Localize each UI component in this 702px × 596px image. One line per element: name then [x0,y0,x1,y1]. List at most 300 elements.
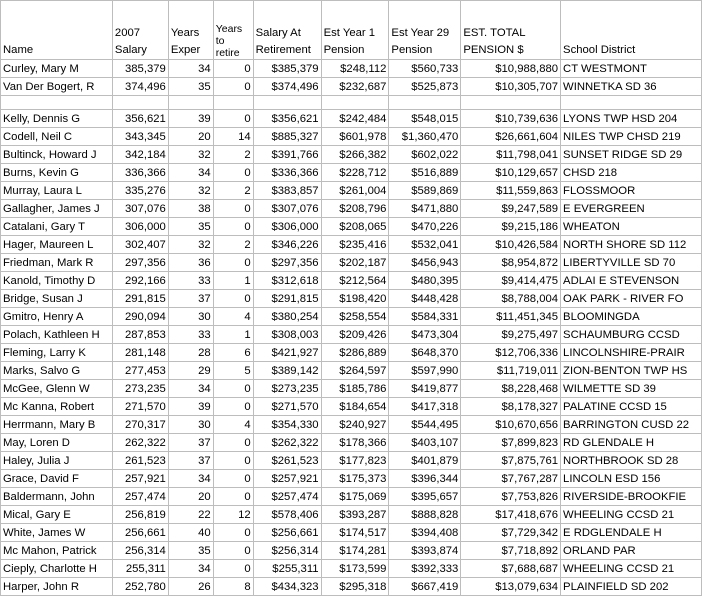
school-district-cell[interactable]: LYONS TWP HSD 204 [561,110,702,128]
est-total-pension-cell[interactable]: $11,798,041 [461,146,561,164]
est-year-29-pension-cell[interactable]: $516,889 [389,164,461,182]
school-district-cell[interactable]: RIVERSIDE-BROOKFIE [561,488,702,506]
years-to-retire-cell[interactable]: 0 [213,254,253,272]
est-year-29-pension-cell[interactable]: $395,657 [389,488,461,506]
table-row [1,416,702,434]
years-exper-cell[interactable]: 37 [168,290,213,308]
est-year-1-pension-cell[interactable]: $175,373 [321,470,389,488]
salary-at-retirement-cell[interactable]: $346,226 [253,236,321,254]
cell[interactable] [1,96,113,110]
years-exper-cell[interactable]: 20 [168,128,213,146]
name-cell[interactable]: May, Loren D [1,434,113,452]
salary-at-retirement-cell[interactable]: $257,921 [253,470,321,488]
salary-at-retirement-cell[interactable]: $261,523 [253,452,321,470]
salary-2007-cell[interactable]: 273,235 [112,380,168,398]
school-district-cell[interactable]: ZION-BENTON TWP HS [561,362,702,380]
salary-at-retirement-cell[interactable]: $262,322 [253,434,321,452]
school-district-cell[interactable]: ORLAND PAR [561,542,702,560]
school-district-cell[interactable]: LINCOLN ESD 156 [561,470,702,488]
school-district-cell[interactable]: RD GLENDALE H [561,434,702,452]
school-district-cell[interactable]: ADLAI E STEVENSON [561,272,702,290]
years-to-retire-cell[interactable]: 4 [213,416,253,434]
years-exper-cell[interactable]: 35 [168,78,213,96]
blank-row [1,96,702,110]
salary-2007-cell[interactable]: 342,184 [112,146,168,164]
est-year-1-pension-cell[interactable]: $175,069 [321,488,389,506]
name-cell[interactable]: Friedman, Mark R [1,254,113,272]
name-cell[interactable]: Baldermann, John [1,488,113,506]
est-total-pension-cell[interactable]: $10,988,880 [461,60,561,78]
header-school-district[interactable]: School District [561,1,702,60]
years-exper-cell[interactable]: 38 [168,200,213,218]
table-row [1,470,702,488]
table-row [1,200,702,218]
years-to-retire-cell[interactable]: 0 [213,434,253,452]
name-cell[interactable]: Marks, Salvo G [1,362,113,380]
salary-2007-cell[interactable]: 271,570 [112,398,168,416]
salary-at-retirement-cell[interactable]: $389,142 [253,362,321,380]
salary-2007-cell[interactable]: 256,661 [112,524,168,542]
est-year-29-pension-cell[interactable]: $394,408 [389,524,461,542]
salary-at-retirement-cell[interactable]: $297,356 [253,254,321,272]
salary-2007-cell[interactable]: 385,379 [112,60,168,78]
cell[interactable] [321,96,389,110]
cell[interactable] [112,96,168,110]
years-exper-cell[interactable]: 29 [168,362,213,380]
name-cell[interactable]: Kelly, Dennis G [1,110,113,128]
school-district-cell[interactable]: LINCOLNSHIRE-PRAIR [561,344,702,362]
years-to-retire-cell[interactable]: 0 [213,218,253,236]
years-to-retire-cell[interactable]: 12 [213,506,253,524]
school-district-cell[interactable]: WHEELING CCSD 21 [561,506,702,524]
est-total-pension-cell[interactable]: $9,275,497 [461,326,561,344]
years-to-retire-cell[interactable]: 0 [213,560,253,578]
salary-at-retirement-cell[interactable]: $273,235 [253,380,321,398]
salary-2007-cell[interactable]: 257,921 [112,470,168,488]
salary-2007-cell[interactable]: 292,166 [112,272,168,290]
school-district-cell[interactable]: NORTH SHORE SD 112 [561,236,702,254]
est-total-pension-cell[interactable]: $12,706,336 [461,344,561,362]
table-row [1,344,702,362]
header-years-exper[interactable]: Years Exper [168,1,213,60]
salary-2007-cell[interactable]: 336,366 [112,164,168,182]
est-total-pension-cell[interactable]: $11,451,345 [461,308,561,326]
school-district-cell[interactable]: OAK PARK - RIVER FO [561,290,702,308]
name-cell[interactable]: Cieply, Charlotte H [1,560,113,578]
salary-2007-cell[interactable]: 261,523 [112,452,168,470]
est-year-29-pension-cell[interactable]: $597,990 [389,362,461,380]
school-district-cell[interactable]: LIBERTYVILLE SD 70 [561,254,702,272]
years-to-retire-cell[interactable]: 0 [213,380,253,398]
est-total-pension-cell[interactable]: $13,079,634 [461,578,561,596]
salary-2007-cell[interactable]: 343,345 [112,128,168,146]
salary-2007-cell[interactable]: 255,311 [112,560,168,578]
cell[interactable] [213,96,253,110]
years-exper-cell[interactable]: 39 [168,110,213,128]
table-row [1,434,702,452]
salary-at-retirement-cell[interactable]: $578,406 [253,506,321,524]
est-year-29-pension-cell[interactable]: $1,360,470 [389,128,461,146]
table-row [1,164,702,182]
school-district-cell[interactable]: SCHAUMBURG CCSD [561,326,702,344]
school-district-cell[interactable]: WHEELING CCSD 21 [561,560,702,578]
est-year-29-pension-cell[interactable]: $473,304 [389,326,461,344]
table-row [1,398,702,416]
header-est-year-1-pension[interactable]: Est Year 1 Pension [321,1,389,60]
header-salary-at-retirement[interactable]: Salary At Retirement [253,1,321,60]
salary-2007-cell[interactable]: 356,621 [112,110,168,128]
name-cell[interactable]: Mc Mahon, Patrick [1,542,113,560]
years-to-retire-cell[interactable]: 2 [213,182,253,200]
school-district-cell[interactable]: BLOOMINGDA [561,308,702,326]
est-total-pension-cell[interactable]: $9,414,475 [461,272,561,290]
name-cell[interactable]: Haley, Julia J [1,452,113,470]
name-cell[interactable]: Kanold, Timothy D [1,272,113,290]
school-district-cell[interactable]: NILES TWP CHSD 219 [561,128,702,146]
years-exper-cell[interactable]: 26 [168,578,213,596]
header-name[interactable]: Name [1,1,113,60]
est-year-1-pension-cell[interactable]: $286,889 [321,344,389,362]
name-cell[interactable]: Van Der Bogert, R [1,78,113,96]
name-cell[interactable]: Murray, Laura L [1,182,113,200]
cell[interactable] [168,96,213,110]
table-row [1,560,702,578]
est-total-pension-cell[interactable]: $10,670,656 [461,416,561,434]
salary-at-retirement-cell[interactable]: $421,927 [253,344,321,362]
years-exper-cell[interactable]: 37 [168,452,213,470]
est-year-1-pension-cell[interactable]: $174,517 [321,524,389,542]
school-district-cell[interactable]: E RDGLENDALE H [561,524,702,542]
years-to-retire-cell[interactable]: 1 [213,272,253,290]
salary-at-retirement-cell[interactable]: $383,857 [253,182,321,200]
est-year-1-pension-cell[interactable]: $177,823 [321,452,389,470]
cell[interactable] [461,96,561,110]
school-district-cell[interactable]: CHSD 218 [561,164,702,182]
years-exper-cell[interactable]: 39 [168,398,213,416]
name-cell[interactable]: Harper, John R [1,578,113,596]
name-cell[interactable]: Mc Kanna, Robert [1,398,113,416]
salary-at-retirement-cell[interactable]: $312,618 [253,272,321,290]
years-exper-cell[interactable]: 37 [168,434,213,452]
years-exper-cell[interactable]: 34 [168,560,213,578]
est-year-1-pension-cell[interactable]: $209,426 [321,326,389,344]
table-row [1,488,702,506]
name-cell[interactable]: White, James W [1,524,113,542]
years-exper-cell[interactable]: 30 [168,416,213,434]
salary-2007-cell[interactable]: 297,356 [112,254,168,272]
name-cell[interactable]: Polach, Kathleen H [1,326,113,344]
est-total-pension-cell[interactable]: $11,559,863 [461,182,561,200]
header-years-to-retire[interactable]: Years to retire [213,1,253,60]
est-total-pension-cell[interactable]: $8,954,872 [461,254,561,272]
school-district-cell[interactable]: PALATINE CCSD 15 [561,398,702,416]
salary-at-retirement-cell[interactable]: $308,003 [253,326,321,344]
est-year-29-pension-cell[interactable]: $448,428 [389,290,461,308]
est-total-pension-cell[interactable]: $7,875,761 [461,452,561,470]
salary-2007-cell[interactable]: 335,276 [112,182,168,200]
years-exper-cell[interactable]: 35 [168,542,213,560]
salary-at-retirement-cell[interactable]: $356,621 [253,110,321,128]
est-year-1-pension-cell[interactable]: $264,597 [321,362,389,380]
salary-2007-cell[interactable]: 302,407 [112,236,168,254]
est-total-pension-cell[interactable]: $9,215,186 [461,218,561,236]
cell[interactable] [389,96,461,110]
est-total-pension-cell[interactable]: $8,178,327 [461,398,561,416]
salary-2007-cell[interactable]: 287,853 [112,326,168,344]
est-year-29-pension-cell[interactable]: $584,331 [389,308,461,326]
header-2007-salary[interactable]: 2007 Salary [112,1,168,60]
est-total-pension-cell[interactable]: $7,899,823 [461,434,561,452]
est-year-1-pension-cell[interactable]: $248,112 [321,60,389,78]
years-to-retire-cell[interactable]: 0 [213,164,253,182]
est-year-1-pension-cell[interactable]: $258,554 [321,308,389,326]
est-year-29-pension-cell[interactable]: $403,107 [389,434,461,452]
school-district-cell[interactable]: FLOSSMOOR [561,182,702,200]
salary-2007-cell[interactable]: 262,322 [112,434,168,452]
est-total-pension-cell[interactable]: $10,426,584 [461,236,561,254]
school-district-cell[interactable]: WILMETTE SD 39 [561,380,702,398]
school-district-cell[interactable]: WINNETKA SD 36 [561,78,702,96]
est-year-1-pension-cell[interactable]: $185,786 [321,380,389,398]
school-district-cell[interactable]: WHEATON [561,218,702,236]
name-cell[interactable]: Codell, Neil C [1,128,113,146]
est-year-29-pension-cell[interactable]: $471,880 [389,200,461,218]
years-to-retire-cell[interactable]: 2 [213,236,253,254]
est-total-pension-cell[interactable]: $10,305,707 [461,78,561,96]
est-year-1-pension-cell[interactable]: $178,366 [321,434,389,452]
table-row [1,506,702,524]
est-year-1-pension-cell[interactable]: $208,065 [321,218,389,236]
name-cell[interactable]: Bridge, Susan J [1,290,113,308]
est-year-29-pension-cell[interactable]: $548,015 [389,110,461,128]
est-year-1-pension-cell[interactable]: $173,599 [321,560,389,578]
name-cell[interactable]: Gallagher, James J [1,200,113,218]
est-year-1-pension-cell[interactable]: $601,978 [321,128,389,146]
name-cell[interactable]: Bultinck, Howard J [1,146,113,164]
years-exper-cell[interactable]: 34 [168,164,213,182]
est-total-pension-cell[interactable]: $11,719,011 [461,362,561,380]
est-total-pension-cell[interactable]: $7,753,826 [461,488,561,506]
est-total-pension-cell[interactable]: $7,718,892 [461,542,561,560]
salary-2007-cell[interactable]: 270,317 [112,416,168,434]
salary-2007-cell[interactable]: 291,815 [112,290,168,308]
table-row [1,78,702,96]
years-to-retire-cell[interactable]: 0 [213,290,253,308]
salary-at-retirement-cell[interactable]: $374,496 [253,78,321,96]
est-year-29-pension-cell[interactable]: $470,226 [389,218,461,236]
years-exper-cell[interactable]: 40 [168,524,213,542]
est-year-29-pension-cell[interactable]: $667,419 [389,578,461,596]
years-exper-cell[interactable]: 22 [168,506,213,524]
years-exper-cell[interactable]: 28 [168,344,213,362]
est-year-29-pension-cell[interactable]: $480,395 [389,272,461,290]
name-cell[interactable]: Catalani, Gary T [1,218,113,236]
salary-at-retirement-cell[interactable]: $256,661 [253,524,321,542]
est-year-29-pension-cell[interactable]: $532,041 [389,236,461,254]
years-exper-cell[interactable]: 34 [168,470,213,488]
years-exper-cell[interactable]: 33 [168,326,213,344]
est-year-29-pension-cell[interactable]: $393,874 [389,542,461,560]
est-year-1-pension-cell[interactable]: $266,382 [321,146,389,164]
header-est-total-pension[interactable]: EST. TOTAL PENSION $ [461,1,561,60]
table-row [1,362,702,380]
name-cell[interactable]: McGee, Glenn W [1,380,113,398]
salary-at-retirement-cell[interactable]: $255,311 [253,560,321,578]
est-year-29-pension-cell[interactable]: $417,318 [389,398,461,416]
est-year-1-pension-cell[interactable]: $261,004 [321,182,389,200]
est-total-pension-cell[interactable]: $7,767,287 [461,470,561,488]
salary-at-retirement-cell[interactable]: $257,474 [253,488,321,506]
years-to-retire-cell[interactable]: 0 [213,110,253,128]
salary-2007-cell[interactable]: 256,819 [112,506,168,524]
years-to-retire-cell[interactable]: 0 [213,488,253,506]
name-cell[interactable]: Hager, Maureen L [1,236,113,254]
school-district-cell[interactable]: SUNSET RIDGE SD 29 [561,146,702,164]
salary-at-retirement-cell[interactable]: $271,570 [253,398,321,416]
salary-at-retirement-cell[interactable]: $434,323 [253,578,321,596]
salary-at-retirement-cell[interactable]: $306,000 [253,218,321,236]
salary-at-retirement-cell[interactable]: $385,379 [253,60,321,78]
years-exper-cell[interactable]: 36 [168,254,213,272]
salary-at-retirement-cell[interactable]: $307,076 [253,200,321,218]
est-year-1-pension-cell[interactable]: $242,484 [321,110,389,128]
salary-at-retirement-cell[interactable]: $380,254 [253,308,321,326]
school-district-cell[interactable]: PLAINFIELD SD 202 [561,578,702,596]
est-total-pension-cell[interactable]: $17,418,676 [461,506,561,524]
est-total-pension-cell[interactable]: $7,729,342 [461,524,561,542]
years-exper-cell[interactable]: 32 [168,146,213,164]
salary-2007-cell[interactable]: 374,496 [112,78,168,96]
est-year-29-pension-cell[interactable]: $456,943 [389,254,461,272]
years-to-retire-cell[interactable]: 0 [213,524,253,542]
salary-2007-cell[interactable]: 290,094 [112,308,168,326]
est-total-pension-cell[interactable]: $10,129,657 [461,164,561,182]
years-exper-cell[interactable]: 33 [168,272,213,290]
name-cell[interactable]: Burns, Kevin G [1,164,113,182]
est-year-29-pension-cell[interactable]: $392,333 [389,560,461,578]
est-year-1-pension-cell[interactable]: $212,564 [321,272,389,290]
salary-at-retirement-cell[interactable]: $885,327 [253,128,321,146]
est-year-1-pension-cell[interactable]: $228,712 [321,164,389,182]
est-year-29-pension-cell[interactable]: $401,879 [389,452,461,470]
name-cell[interactable]: Mical, Gary E [1,506,113,524]
salary-2007-cell[interactable]: 252,780 [112,578,168,596]
est-year-1-pension-cell[interactable]: $184,654 [321,398,389,416]
est-year-1-pension-cell[interactable]: $232,687 [321,78,389,96]
est-year-1-pension-cell[interactable]: $295,318 [321,578,389,596]
cell[interactable] [253,96,321,110]
est-total-pension-cell[interactable]: $26,661,604 [461,128,561,146]
cell[interactable] [561,96,702,110]
est-total-pension-cell[interactable]: $8,788,004 [461,290,561,308]
est-year-1-pension-cell[interactable]: $235,416 [321,236,389,254]
years-exper-cell[interactable]: 35 [168,218,213,236]
est-year-1-pension-cell[interactable]: $174,281 [321,542,389,560]
salary-2007-cell[interactable]: 281,148 [112,344,168,362]
est-year-29-pension-cell[interactable]: $560,733 [389,60,461,78]
name-cell[interactable]: Grace, David F [1,470,113,488]
years-to-retire-cell[interactable]: 0 [213,542,253,560]
salary-2007-cell[interactable]: 277,453 [112,362,168,380]
years-exper-cell[interactable]: 32 [168,182,213,200]
salary-2007-cell[interactable]: 307,076 [112,200,168,218]
name-cell[interactable]: Curley, Mary M [1,60,113,78]
table-row [1,542,702,560]
est-year-1-pension-cell[interactable]: $208,796 [321,200,389,218]
years-to-retire-cell[interactable]: 1 [213,326,253,344]
name-cell[interactable]: Gmitro, Henry A [1,308,113,326]
est-year-29-pension-cell[interactable]: $602,022 [389,146,461,164]
years-to-retire-cell[interactable]: 8 [213,578,253,596]
table-row [1,128,702,146]
header-row [1,1,702,60]
years-exper-cell[interactable]: 30 [168,308,213,326]
est-year-29-pension-cell[interactable]: $544,495 [389,416,461,434]
years-to-retire-cell[interactable]: 5 [213,362,253,380]
est-year-1-pension-cell[interactable]: $240,927 [321,416,389,434]
table-row [1,60,702,78]
table-row [1,272,702,290]
salary-2007-cell[interactable]: 306,000 [112,218,168,236]
est-year-1-pension-cell[interactable]: $202,187 [321,254,389,272]
school-district-cell[interactable]: E EVERGREEN [561,200,702,218]
est-total-pension-cell[interactable]: $10,739,636 [461,110,561,128]
years-exper-cell[interactable]: 34 [168,380,213,398]
est-total-pension-cell[interactable]: $9,247,589 [461,200,561,218]
salary-at-retirement-cell[interactable]: $336,366 [253,164,321,182]
est-year-29-pension-cell[interactable]: $589,869 [389,182,461,200]
est-year-29-pension-cell[interactable]: $525,873 [389,78,461,96]
years-exper-cell[interactable]: 34 [168,60,213,78]
salary-at-retirement-cell[interactable]: $391,766 [253,146,321,164]
years-to-retire-cell[interactable]: 2 [213,146,253,164]
est-year-29-pension-cell[interactable]: $888,828 [389,506,461,524]
salary-2007-cell[interactable]: 257,474 [112,488,168,506]
table-row [1,182,702,200]
name-cell[interactable]: Herrmann, Mary B [1,416,113,434]
salary-at-retirement-cell[interactable]: $354,330 [253,416,321,434]
header-est-year-29-pension[interactable]: Est Year 29 Pension [389,1,461,60]
salary-2007-cell[interactable]: 256,314 [112,542,168,560]
est-year-1-pension-cell[interactable]: $393,287 [321,506,389,524]
school-district-cell[interactable]: NORTHBROOK SD 28 [561,452,702,470]
est-year-1-pension-cell[interactable]: $198,420 [321,290,389,308]
school-district-cell[interactable]: BARRINGTON CUSD 22 [561,416,702,434]
est-total-pension-cell[interactable]: $7,688,687 [461,560,561,578]
est-total-pension-cell[interactable]: $8,228,468 [461,380,561,398]
years-to-retire-cell[interactable]: 0 [213,452,253,470]
est-year-29-pension-cell[interactable]: $396,344 [389,470,461,488]
table-row [1,524,702,542]
salary-at-retirement-cell[interactable]: $256,314 [253,542,321,560]
years-to-retire-cell[interactable]: 0 [213,470,253,488]
table-row [1,452,702,470]
years-exper-cell[interactable]: 32 [168,236,213,254]
years-to-retire-cell[interactable]: 0 [213,200,253,218]
est-year-29-pension-cell[interactable]: $419,877 [389,380,461,398]
years-to-retire-cell[interactable]: 0 [213,78,253,96]
years-to-retire-cell[interactable]: 0 [213,398,253,416]
est-year-29-pension-cell[interactable]: $648,370 [389,344,461,362]
name-cell[interactable]: Fleming, Larry K [1,344,113,362]
salary-at-retirement-cell[interactable]: $291,815 [253,290,321,308]
years-to-retire-cell[interactable]: 14 [213,128,253,146]
years-to-retire-cell[interactable]: 0 [213,60,253,78]
years-to-retire-cell[interactable]: 4 [213,308,253,326]
years-exper-cell[interactable]: 20 [168,488,213,506]
years-to-retire-cell[interactable]: 6 [213,344,253,362]
school-district-cell[interactable]: CT WESTMONT [561,60,702,78]
